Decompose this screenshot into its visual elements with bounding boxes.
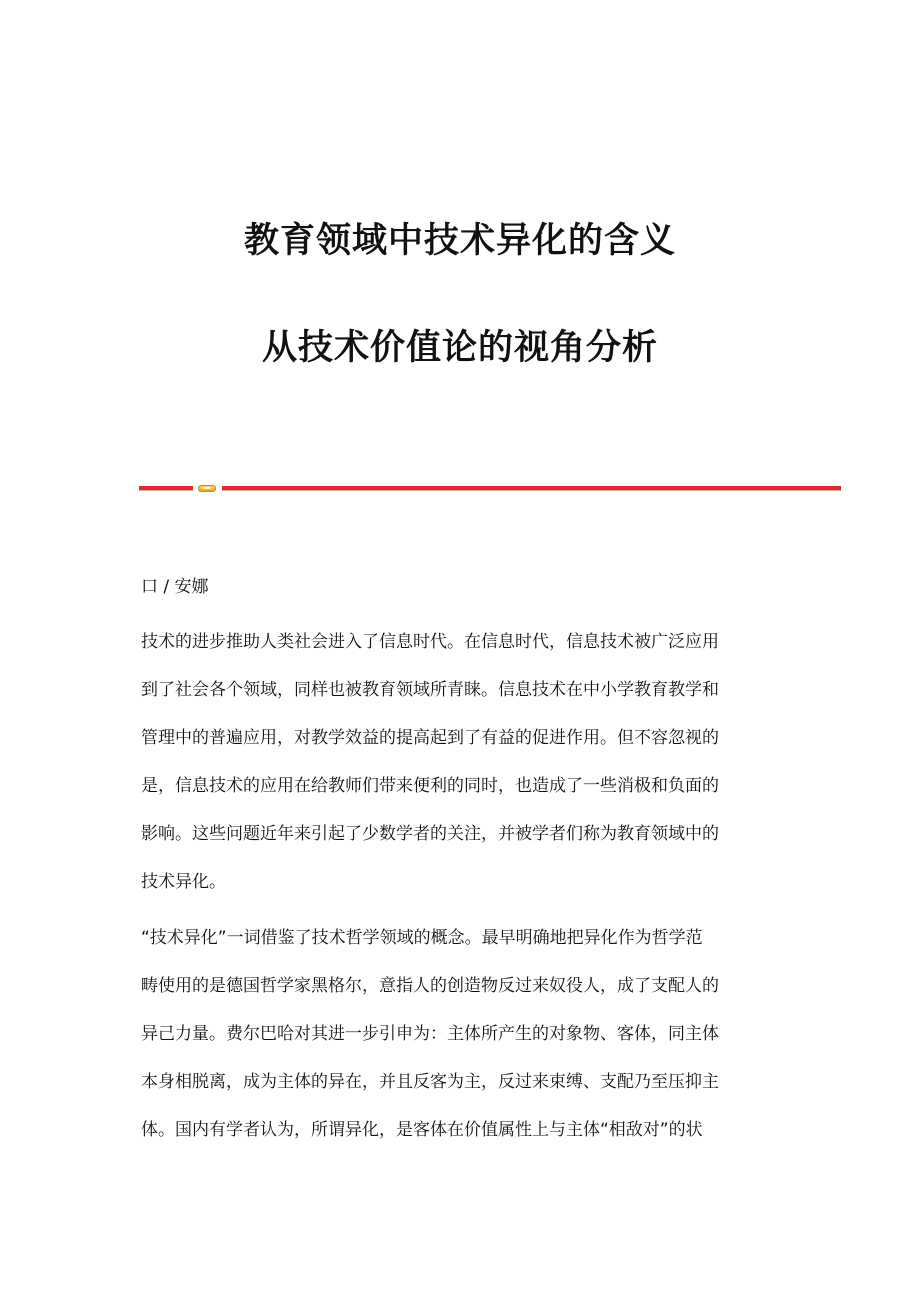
paragraph-line: “技术异化”一词借鉴了技术哲学领域的概念。最早明确地把异化作为哲学范 — [141, 928, 703, 948]
title-line-2: 从技术价值论的视角分析 — [261, 328, 658, 368]
paragraph-line: 是，信息技术的应用在给教师们带来便利的同时，也造成了一些消极和负面的 — [141, 776, 719, 796]
paragraph-line: 体。国内有学者认为，所谓异化，是客体在价值属性上与主体“相敌对”的状 — [141, 1120, 703, 1140]
paragraph-1 — [141, 618, 781, 906]
paragraph-line: 本身相脱离，成为主体的异在，并且反客为主，反过来束缚、支配乃至压抑主 — [141, 1072, 719, 1092]
divider-ornament-icon — [198, 485, 216, 492]
paragraph-line: 管理中的普遍应用，对教学效益的提高起到了有益的促进作用。但不容忽视的 — [141, 728, 719, 748]
paragraph-2 — [141, 914, 781, 1154]
author-byline: 口 / 安娜 — [141, 577, 209, 597]
paragraph-line: 异己力量。费尔巴哈对其进一步引申为：主体所产生的对象物、客体，同主体 — [141, 1024, 719, 1044]
divider-bar-left — [139, 486, 193, 491]
paragraph-line: 影响。这些问题近年来引起了少数学者的关注，并被学者们称为教育领域中的 — [141, 824, 719, 844]
title-line-1: 教育领域中技术异化的含义 — [243, 221, 676, 261]
title-divider — [139, 484, 841, 492]
divider-bar-right — [222, 486, 841, 491]
paragraph-line: 技术异化。 — [141, 872, 226, 892]
paragraph-line: 到了社会各个领域，同样也被教育领域所青睐。信息技术在中小学教育教学和 — [141, 680, 719, 700]
paragraph-line: 畴使用的是德国哲学家黑格尔，意指人的创造物反过来奴役人，成了支配人的 — [141, 976, 719, 996]
paragraph-line: 技术的进步推助人类社会进入了信息时代。在信息时代，信息技术被广泛应用 — [141, 632, 719, 652]
